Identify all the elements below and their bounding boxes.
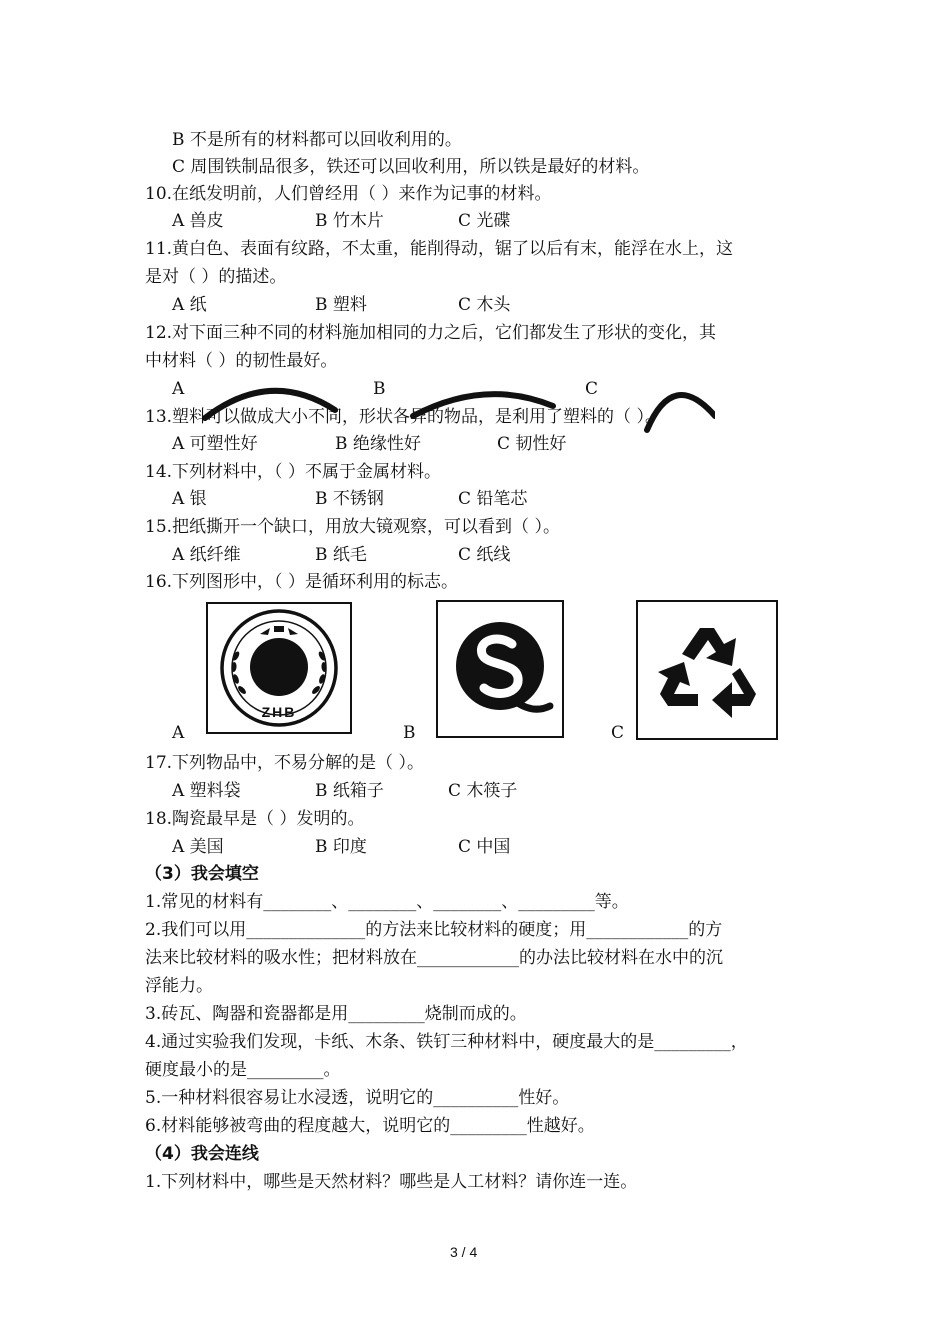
q15-option-c: C 纸线 bbox=[458, 545, 511, 565]
fill-q4-line2: 硬度最小的是_________。 bbox=[145, 1060, 341, 1080]
q10-stem: 10.在纸发明前，人们曾经用（ ）来作为记事的材料。 bbox=[145, 184, 552, 204]
q13-option-b: B 绝缘性好 bbox=[335, 434, 421, 454]
q14-stem: 14.下列材料中，（ ）不属于金属材料。 bbox=[145, 462, 441, 482]
q12-stem-line2: 中材料（ ）的韧性最好。 bbox=[145, 351, 338, 371]
q17-option-c: C 木筷子 bbox=[448, 781, 518, 801]
q14-option-c: C 铅笔芯 bbox=[458, 489, 528, 509]
q15-option-a: A 纸纤维 bbox=[172, 545, 241, 565]
q14-option-b: B 不锈钢 bbox=[315, 489, 384, 509]
fill-q3: 3.砖瓦、陶器和瓷器都是用_________烧制而成的。 bbox=[145, 1004, 527, 1024]
fill-q1: 1.常见的材料有________、________、________、_________等。 bbox=[145, 892, 629, 912]
fill-q2-line2: 法来比较材料的吸水性；把材料放在____________的办法比较材料在水中的沉 bbox=[145, 948, 723, 968]
q12-option-a: A bbox=[172, 379, 185, 399]
q11-option-c: C 木头 bbox=[458, 295, 511, 315]
fill-q2-line1: 2.我们可以用______________的方法来比较材料的硬度；用____________的方 bbox=[145, 920, 723, 940]
recycle-icon bbox=[638, 602, 776, 738]
q13-option-a: A 可塑性好 bbox=[172, 434, 258, 454]
q17-option-a: A 塑料袋 bbox=[172, 781, 241, 801]
logo-a-box bbox=[206, 602, 352, 734]
match-q1: 1.下列材料中，哪些是天然材料？哪些是人工材料？请你连一连。 bbox=[145, 1172, 638, 1192]
section4-title: （4）我会连线 bbox=[145, 1144, 259, 1164]
q15-option-b: B 纸毛 bbox=[315, 545, 367, 565]
q16-option-a: A bbox=[172, 723, 185, 743]
q18-option-a: A 美国 bbox=[172, 837, 224, 857]
q13-stem: 13.塑料可以做成大小不同，形状各异的物品，是利用了塑料的（ ）。 bbox=[145, 407, 662, 427]
q11-option-a: A 纸 bbox=[172, 295, 207, 315]
q13-option-c: C 韧性好 bbox=[497, 434, 567, 454]
fill-q2-line3: 浮能力。 bbox=[145, 976, 213, 996]
q10-option-c: C 光碟 bbox=[458, 211, 511, 231]
page-number: 3 / 4 bbox=[450, 1244, 478, 1260]
q11-stem-line2: 是对（ ）的描述。 bbox=[145, 267, 287, 287]
fill-q6: 6.材料能够被弯曲的程度越大，说明它的_________性越好。 bbox=[145, 1116, 595, 1136]
q14-option-a: A 银 bbox=[172, 489, 207, 509]
q10-option-b: B 竹木片 bbox=[315, 211, 384, 231]
q11-option-b: B 塑料 bbox=[315, 295, 367, 315]
q12-stem-line1: 12.对下面三种不同的材料施加相同的力之后，它们都发生了形状的变化，其 bbox=[145, 323, 717, 343]
q12-option-b: B bbox=[373, 379, 386, 399]
q16-stem: 16.下列图形中，（ ）是循环利用的标志。 bbox=[145, 572, 458, 592]
q16-option-b: B bbox=[403, 723, 416, 743]
section3-title: （3）我会填空 bbox=[145, 864, 259, 884]
q10-option-a: A 兽皮 bbox=[172, 211, 224, 231]
environmental-label-icon bbox=[208, 604, 350, 732]
quality-safety-mark-icon bbox=[438, 602, 562, 736]
q15-stem: 15.把纸撕开一个缺口，用放大镜观察，可以看到（ ）。 bbox=[145, 517, 560, 537]
q12-option-c: C bbox=[585, 379, 599, 399]
q17-stem: 17.下列物品中，不易分解的是（ ）。 bbox=[145, 753, 424, 773]
q18-stem: 18.陶瓷最早是（ ）发明的。 bbox=[145, 809, 365, 829]
logo-a-text: ZHB bbox=[261, 704, 297, 720]
q18-option-c: C 中国 bbox=[458, 837, 511, 857]
fill-q5: 5.一种材料很容易让水浸透，说明它的__________性好。 bbox=[145, 1088, 570, 1108]
q17-option-b: B 纸箱子 bbox=[315, 781, 384, 801]
q9-option-c: C 周围铁制品很多，铁还可以回收利用，所以铁是最好的材料。 bbox=[172, 157, 650, 177]
q11-stem-line1: 11.黄白色、表面有纹路，不太重，能削得动，锯了以后有末，能浮在水上，这 bbox=[145, 239, 734, 259]
q9-option-b: B 不是所有的材料都可以回收利用的。 bbox=[172, 130, 462, 150]
q16-option-c: C bbox=[611, 723, 625, 743]
fill-q4-line1: 4.通过实验我们发现，卡纸、木条、铁钉三种材料中，硬度最大的是_________， bbox=[145, 1032, 748, 1052]
logo-b-box bbox=[436, 600, 564, 738]
q18-option-b: B 印度 bbox=[315, 837, 367, 857]
logo-c-box bbox=[636, 600, 778, 740]
